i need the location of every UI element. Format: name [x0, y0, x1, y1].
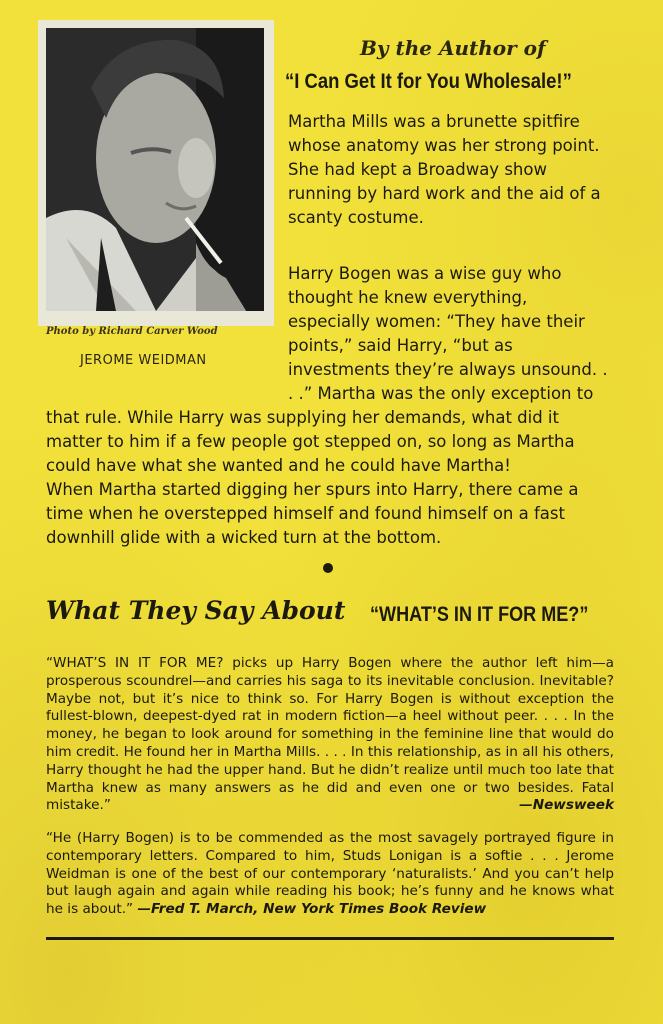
review-quote-text: “He (Harry Bogen) is to be commended as the most savagely portrayed figure in contemporary letters. Compared to him, Studs Lonigan is a softie . . . Jerome Weidman is one of the best of our contemporary ‘naturalists.’ And you can’t help but laugh again and again while reading his book; he’s funny and he knows what he is about.” [46, 830, 614, 918]
section-divider-dot [323, 563, 333, 573]
review-source: —Fred T. March, New York Times Book Review [137, 901, 487, 918]
blurb-paragraph-3: When Martha started digging her spurs into Harry, there came a time when he overstepped himself and found himself on a fast downhill glide with a wicked turn at the bottom. [46, 480, 579, 547]
photo-credit: Photo by Richard Carver Wood [46, 326, 218, 337]
by-author-heading: By the Author of [360, 36, 546, 60]
review-quote-nytimes [46, 830, 614, 919]
review-quote-text: “WHAT’S IN IT FOR ME? picks up Harry Bogen where the author left him—a prosperous scoundrel—and carries his saga to its inevitable conclusion. Inevitable? Maybe not, but it’s nice to think so. For Harry Bogen is without exception the fullest-blown, deepest-dyed rat in modern fiction—a heel without peer. . . . In the money, he began to look around for something in the feminine line that would do him credit. He found her in Martha Mills. . . . In this relationship, as in all his others, Harry thought he had the upper hand. But he didn’t realize until much too late that Martha knew as many answers as he did and even one or two besides. Fatal mistake.” [46, 655, 614, 814]
bottom-rule [46, 937, 614, 940]
author-name-caption: JEROME WEIDMAN [80, 353, 207, 368]
review-source: —Newsweek [519, 797, 614, 814]
blurb-paragraph-2: Harry Bogen was a wise guy who thought he knew everything, especially women: “They have their points,” said Harry, “but as investments they’re always unsound. . . .” Martha was the only exception to that rule. While Harry was supplying her demands, what did it matter to him if a few people got stepped on, so long as Martha could have what she wanted and he could have Martha! [46, 264, 608, 475]
photo-wrap-spacer [46, 262, 288, 406]
reviews-heading-title: “WHAT’S IN IT FOR ME?” [370, 603, 589, 626]
blurb-paragraph-1: Martha Mills was a brunette spitfire whose anatomy was her strong point. She had kept a Broadway show running by hard work and the aid of a scanty costume. [288, 112, 601, 227]
previous-book-title: “I Can Get It for You Wholesale!” [285, 70, 572, 93]
review-quote-newsweek [46, 655, 614, 815]
reviews-heading-script: What They Say About [46, 596, 346, 625]
blurb-paragraph-2-wrapper [46, 262, 614, 478]
